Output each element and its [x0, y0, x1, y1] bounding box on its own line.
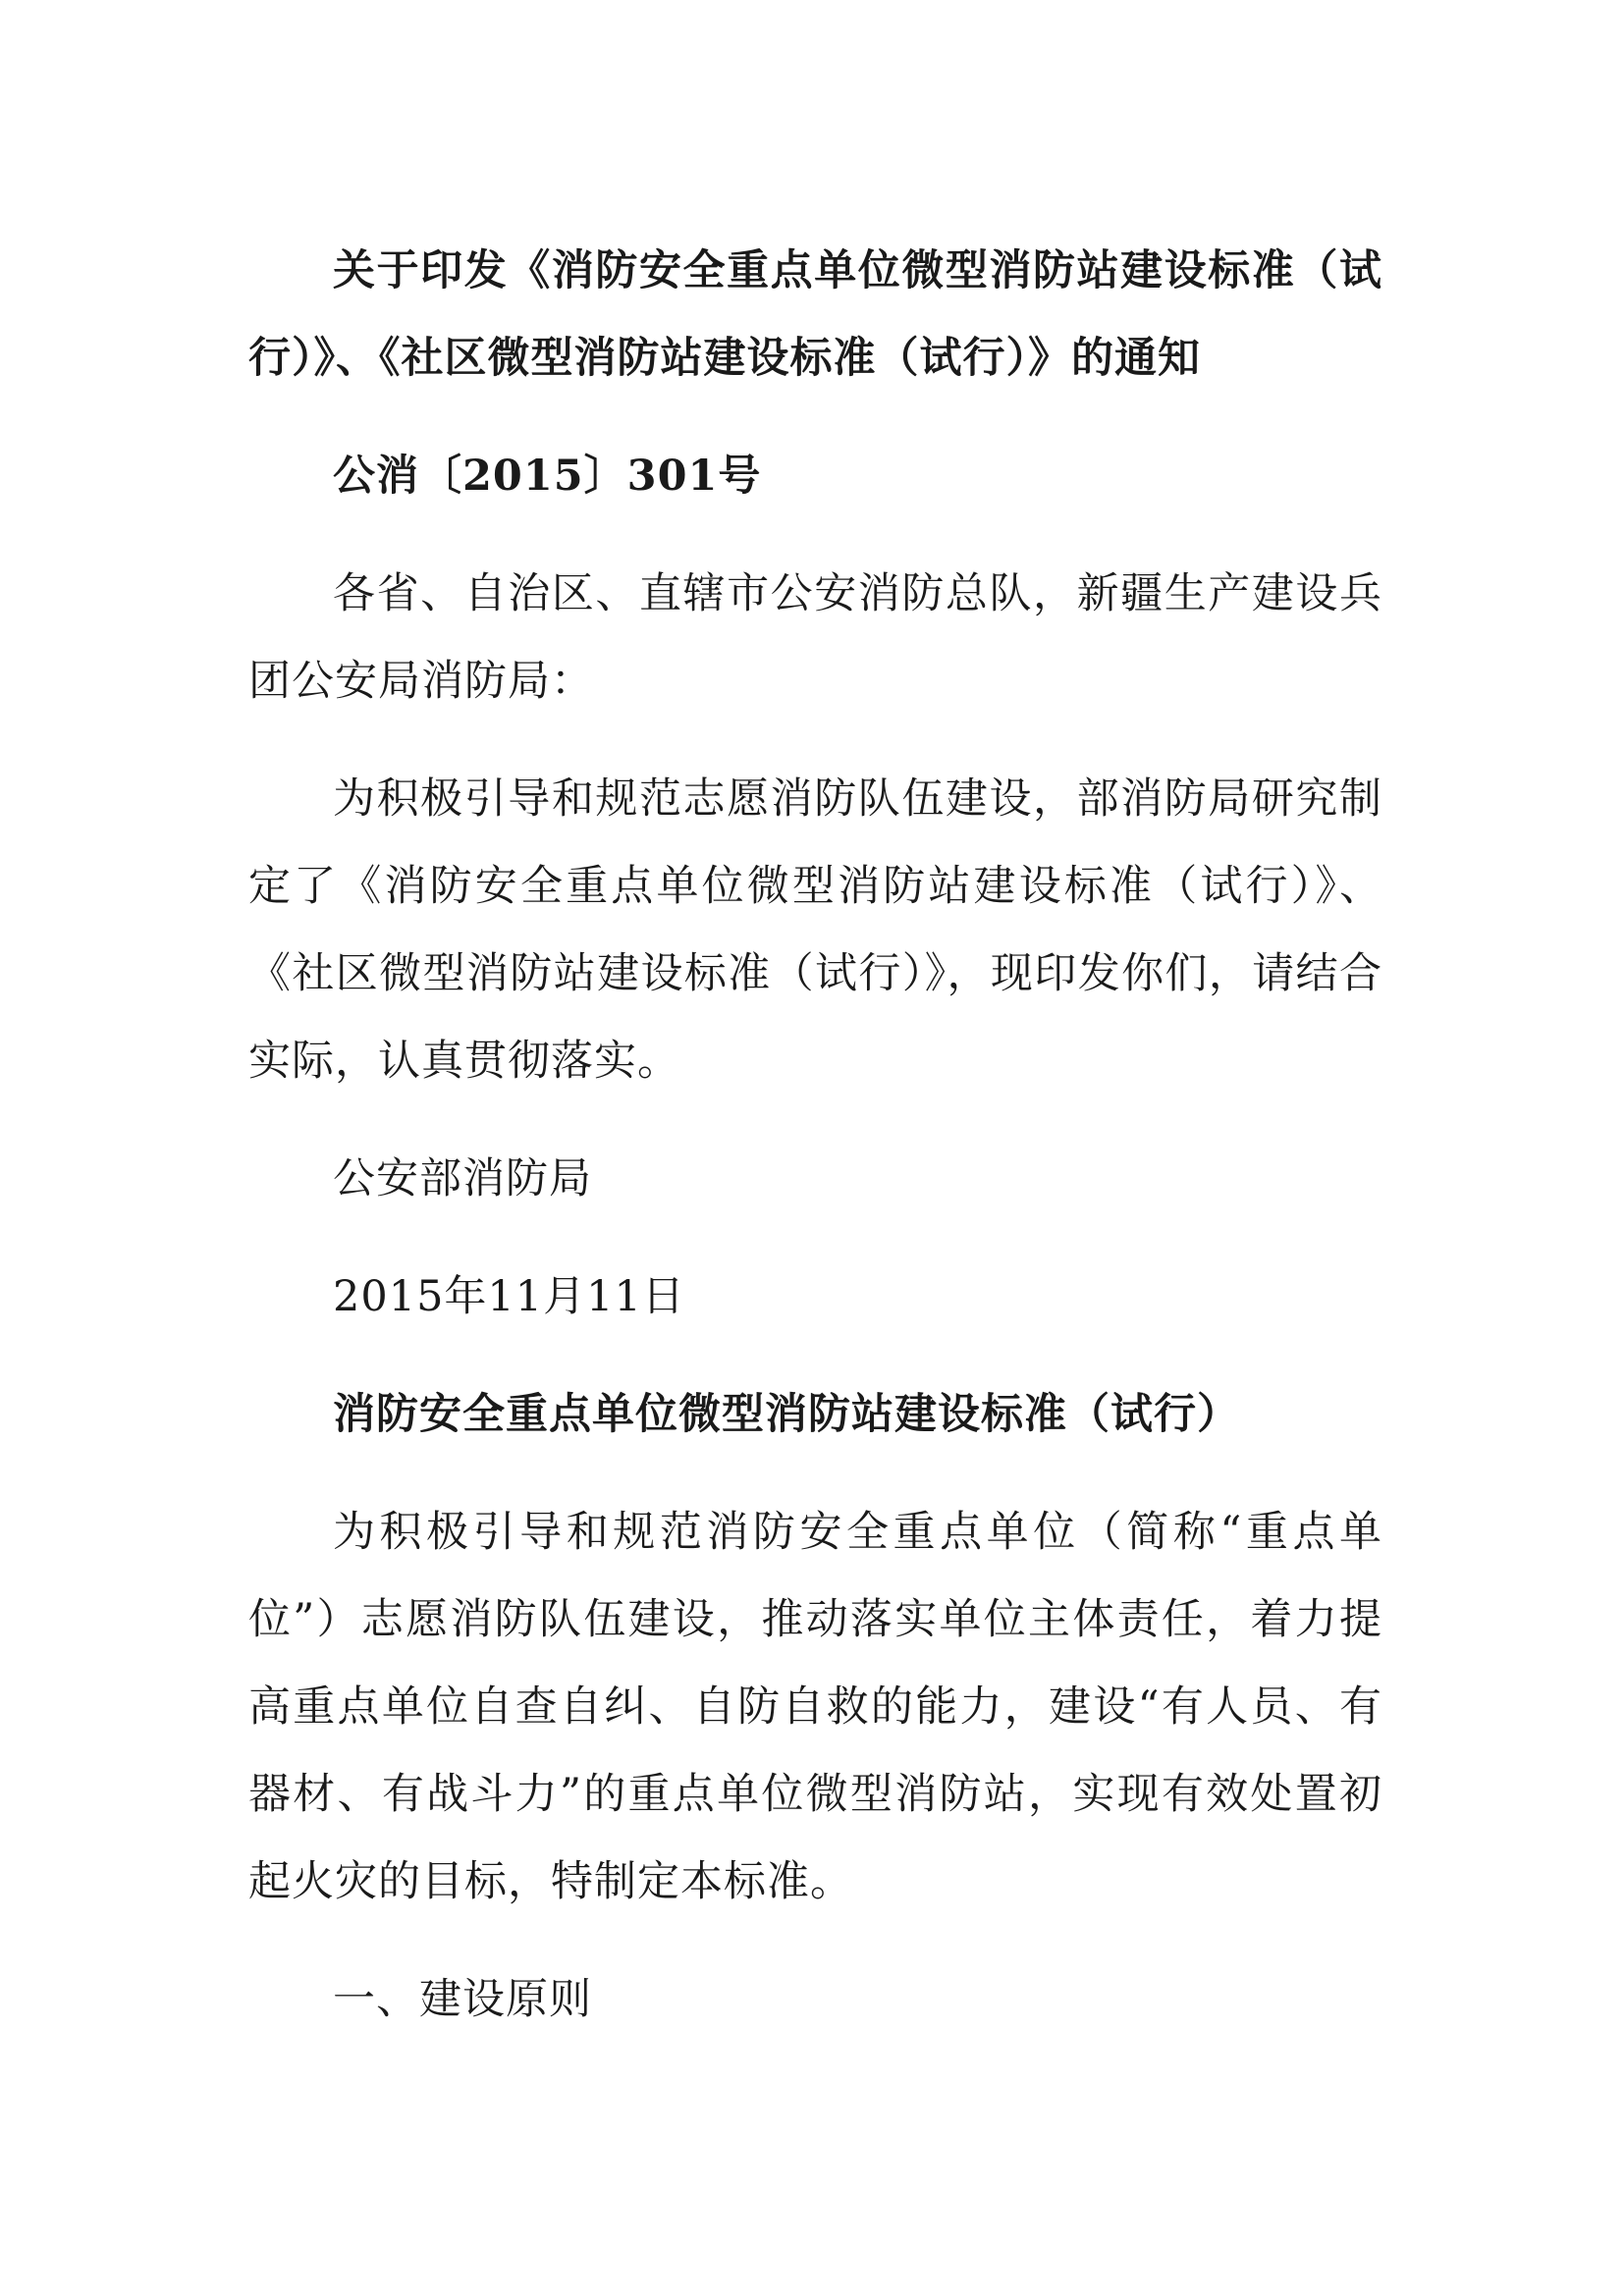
document-number: 公消〔2015〕301号 — [333, 452, 762, 501]
section-heading: 一、建设原则 — [333, 1975, 592, 2024]
document-body — [248, 228, 1382, 2044]
standard-intro: 为积极引导和规范消防安全重点单位（简称“重点单位”）志愿消防队伍建设，推动落实单位主体责任，着力提高重点单位自查自纠、自防自救的能力，建设“有人员、有器材、有战斗力”的重点单位微型消防站，实现有效处置初起火灾的目标，特制定本标准。 — [248, 1508, 1382, 1906]
body-paragraph: 为积极引导和规范志愿消防队伍建设，部消防局研究制定了《消防安全重点单位微型消防站建设标准（试行）》、《社区微型消防站建设标准（试行）》，现印发你们，请结合实际，认真贯彻落实。 — [248, 774, 1382, 1086]
issue-date: 2015年11月11日 — [333, 1272, 685, 1321]
notice-title: 关于印发《消防安全重点单位微型消防站建设标准（试行）》、《社区微型消防站建设标准（试行）》的通知 — [248, 246, 1382, 383]
standard-title: 消防安全重点单位微型消防站建设标准（试行） — [333, 1390, 1240, 1439]
addressee: 各省、自治区、直辖市公安消防总队，新疆生产建设兵团公安局消防局： — [248, 569, 1382, 706]
issuer: 公安部消防局 — [333, 1154, 592, 1203]
